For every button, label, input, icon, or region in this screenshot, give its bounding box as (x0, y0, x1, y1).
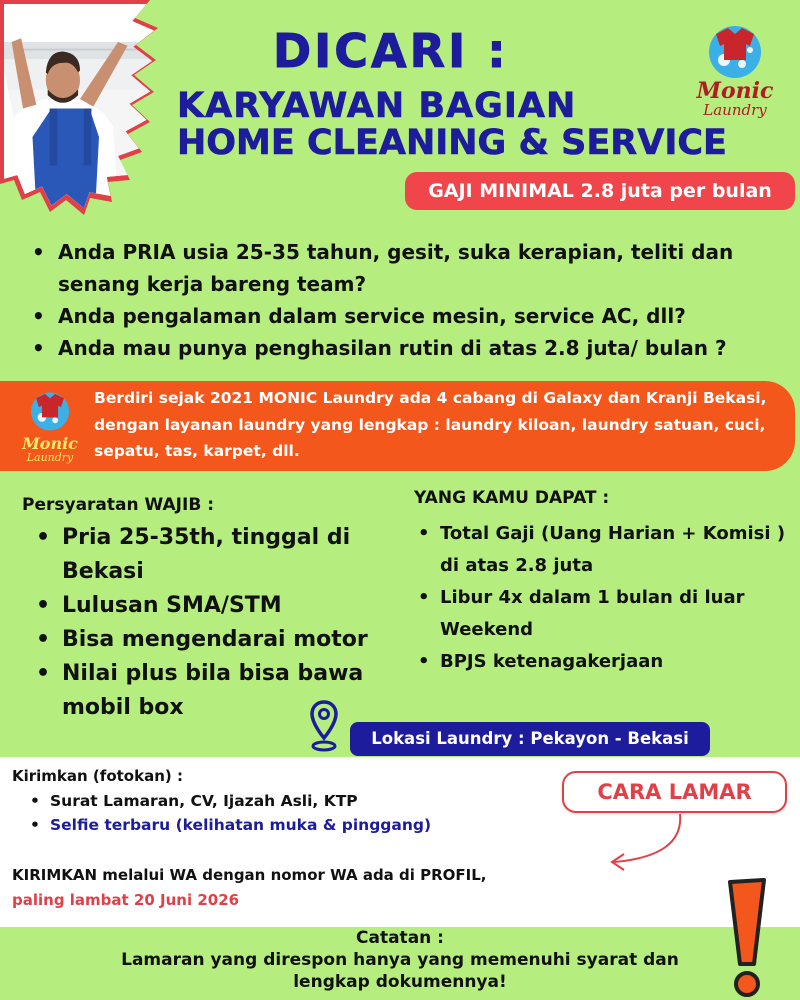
list-item: • Pria 25-35th, tinggal di Bekasi (36, 521, 396, 589)
banner-logo-brand: Monic (22, 434, 78, 453)
logo-sub: Laundry (703, 101, 767, 119)
curved-arrow-icon (588, 808, 698, 878)
list-item: • Total Gaji (Uang Harian + Komisi ) di atas 2.8 juta (418, 518, 798, 582)
exclamation-icon (712, 878, 780, 1000)
list-item: • Bisa mengendarai motor (36, 623, 396, 657)
laundry-logo-icon (694, 20, 776, 80)
requirements-list (36, 521, 396, 725)
title-line-1: DICARI : (273, 24, 509, 78)
location-badge: Lokasi Laundry : Pekayon - Bekasi (350, 722, 710, 756)
apply-list (30, 789, 550, 837)
cara-lamar-button[interactable]: CARA LAMAR (562, 771, 787, 813)
note-section (0, 927, 800, 993)
list-item: • Anda mau punya penghasilan rutin di atas 2.8 juta/ bulan ? (32, 332, 782, 364)
benefits-list (418, 518, 798, 678)
question-list (32, 236, 782, 364)
logo-brand: Monic (696, 78, 774, 104)
title-line-3: HOME CLEANING & SERVICE (177, 123, 727, 163)
salary-badge: GAJI MINIMAL 2.8 juta per bulan (405, 172, 795, 210)
banner-logo-sub: Laundry (26, 451, 74, 464)
list-item: • Selfie terbaru (kelihatan muka & pinggang) (30, 813, 550, 837)
technician-photo (0, 0, 160, 215)
note-line-1: Lamaran yang direspon hanya yang memenuhi syarat dan (121, 950, 679, 970)
title-line-2: KARYAWAN BAGIAN (177, 86, 577, 126)
list-item: • Surat Lamaran, CV, Ijazah Asli, KTP (30, 789, 550, 813)
company-description: Berdiri sejak 2021 MONIC Laundry ada 4 cabang di Galaxy dan Kranji Bekasi, dengan layanan laundry yang lengkap : laundry kiloan, laundry satuan, cuci, sepatu, tas, karpet, dll. (94, 389, 767, 460)
list-item: • Nilai plus bila bisa bawa mobil box (36, 657, 396, 725)
laundry-logo-icon (18, 388, 82, 432)
deadline-text: paling lambat 20 Juni 2026 (12, 891, 240, 909)
list-item: • BPJS ketenagakerjaan (418, 646, 798, 678)
note-line-2: lengkap dokumennya! (293, 972, 507, 992)
list-item: • Libur 4x dalam 1 bulan di luar Weekend (418, 582, 798, 646)
whatsapp-instruction: KIRIMKAN melalui WA dengan nomor WA ada di PROFIL, (12, 866, 487, 884)
monic-laundry-logo (694, 20, 776, 120)
list-item: • Anda PRIA usia 25-35 tahun, gesit, suka kerapian, teliti dan senang kerja bareng team? (32, 236, 782, 300)
location-pin-icon (310, 700, 338, 752)
benefits-heading: YANG KAMU DAPAT : (414, 488, 610, 508)
banner-logo (18, 388, 82, 466)
list-item: • Lulusan SMA/STM (36, 589, 396, 623)
list-item: • Anda pengalaman dalam service mesin, service AC, dll? (32, 300, 782, 332)
requirements-heading: Persyaratan WAJIB : (22, 495, 214, 515)
note-heading: Catatan : (356, 928, 444, 948)
apply-heading: Kirimkan (fotokan) : (12, 767, 183, 785)
